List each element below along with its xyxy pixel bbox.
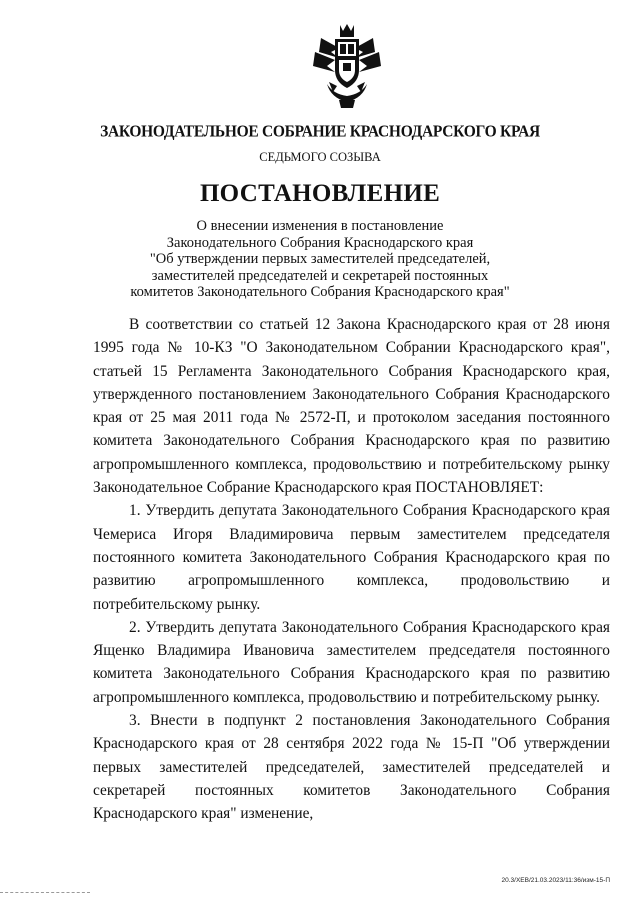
document-type-heading: ПОСТАНОВЛЕНИЕ <box>199 180 441 207</box>
subject-line: заместителей председателей и секретарей постоянных <box>151 267 489 284</box>
organization-title: ЗАКОНОДАТЕЛЬНОЕ СОБРАНИЕ КРАСНОДАРСКОГО КРАЯ <box>100 122 540 141</box>
document-subject <box>0 218 640 301</box>
preamble-paragraph: В соответствии со статьей 12 Закона Краснодарского края от 28 июня 1995 года № 10-КЗ "О Законодательном Собрании Краснодарского края", статьей 15 Регламента Законодательного Собрания Краснодарского края, утвержденного постановлением Законодательного Собрания Краснодарского края от 25 мая 2011 года № 2572-П, и протоколом заседания постоянного комитета Законодательного Собрания Краснодарского края по развитию агропромышленного комплекса, продовольствию и потребительскому рынку Законодательное Собрание Краснодарского края ПОСТАНОВЛЯЕТ: <box>93 316 610 497</box>
clause-paragraph: 3. Внести в подпункт 2 постановления Законодательного Собрания Краснодарского края от 28 сентября 2022 года № 15-П "Об утверждении первых заместителей председателей, заместителей председателей и секретарей постоянных комитетов Законодательного Собрания Краснодарского края" изменение, <box>93 712 610 823</box>
subject-line: "Об утверждении первых заместителей председателей, <box>149 251 491 267</box>
scan-edge-line <box>0 892 90 893</box>
convocation-label: СЕДЬМОГО СОЗЫВА <box>259 150 381 164</box>
subject-line: Законодательного Собрания Краснодарского края <box>166 234 474 251</box>
coat-of-arms-icon <box>309 22 385 112</box>
document-body <box>93 313 610 826</box>
subject-line: О внесении изменения в постановление <box>196 218 444 234</box>
document-footer-code: 20.3/ХЕВ/21.03.2023/11:36/изм-15-П <box>501 877 610 884</box>
subject-line: комитетов Законодательного Собрания Краснодарского края" <box>130 284 510 300</box>
clause-paragraph: 2. Утвердить депутата Законодательного Собрания Краснодарского края Ященко Владимира Ивановича заместителем председателя постоянного комитета Законодательного Собрания Краснодарского края по развитию агропромышленного комплекса, продовольствию и потребительскому рынку. <box>93 618 610 706</box>
clause-paragraph: 1. Утвердить депутата Законодательного Собрания Краснодарского края Чемериса Игоря Владимировича первым заместителем председателя постоянного комитета Законодательного Собрания Краснодарского края по развитию агропромышленного комплекса, продовольствию и потребительскому рынку. <box>93 502 610 613</box>
